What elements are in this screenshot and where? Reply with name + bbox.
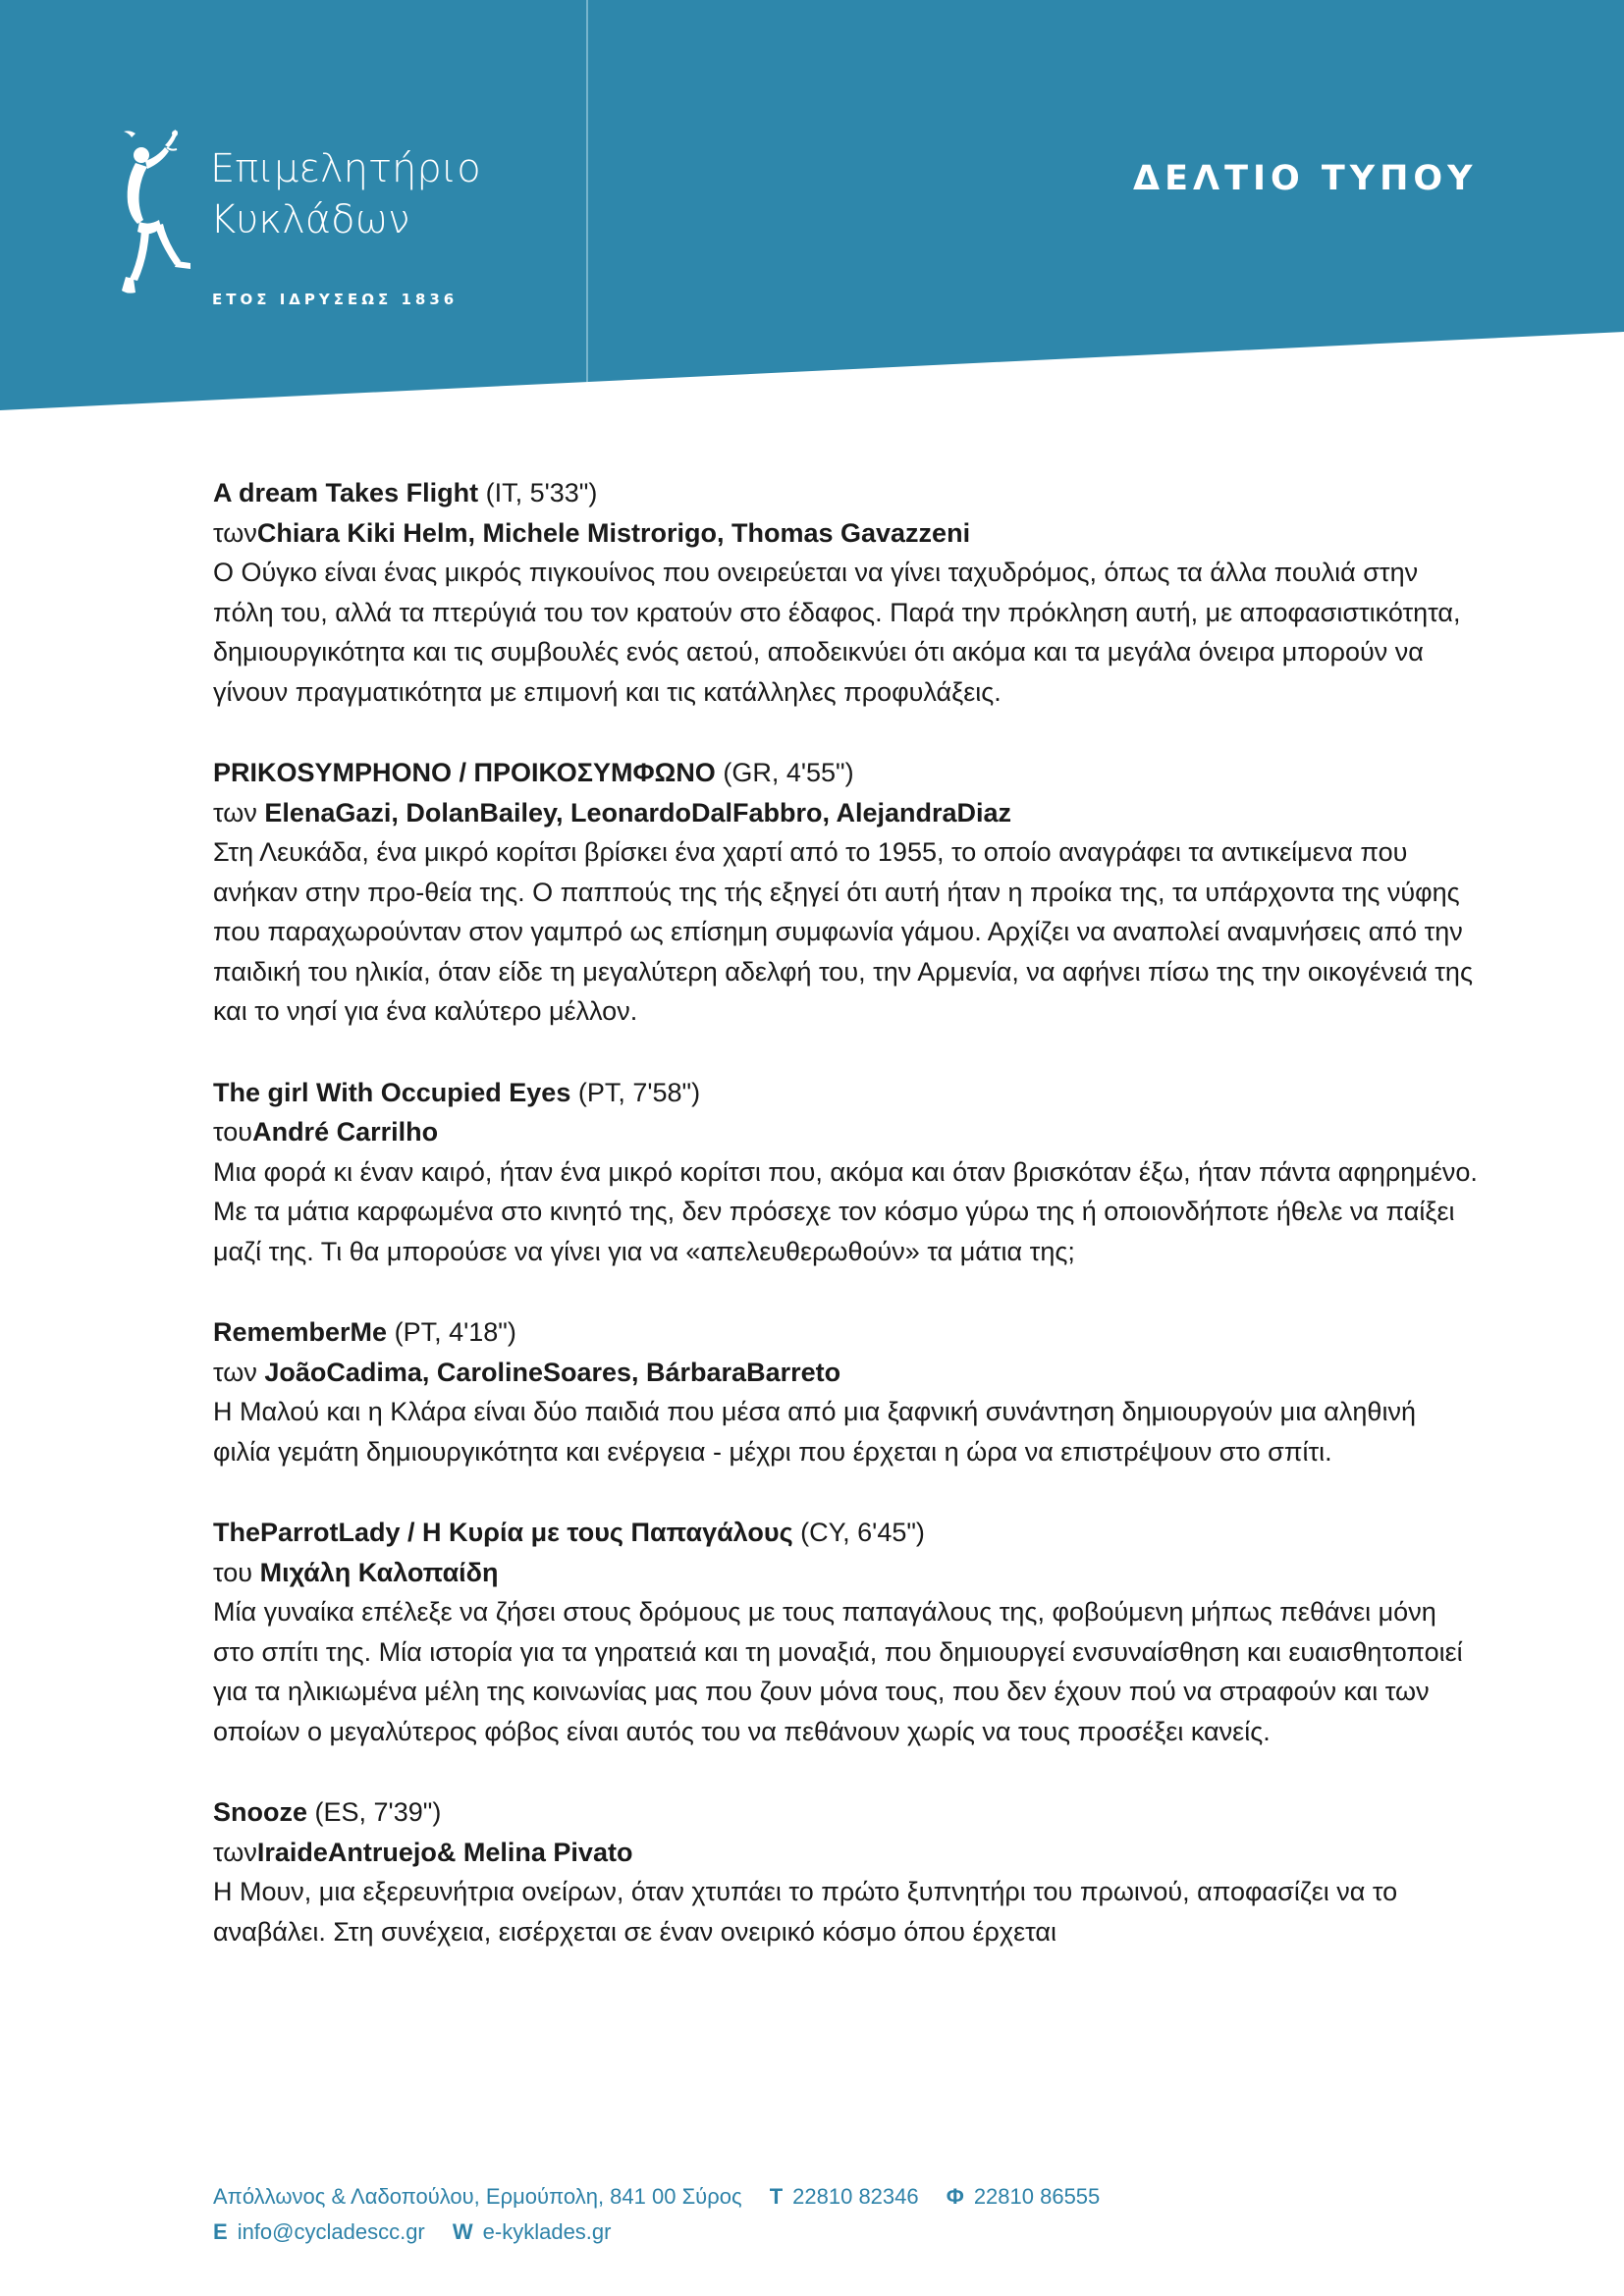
film-by: του	[213, 1117, 253, 1147]
film-by: του	[213, 1557, 260, 1587]
web-label: W	[452, 2219, 473, 2244]
phone-label: T	[769, 2184, 784, 2209]
film-by: των	[213, 517, 257, 548]
footer-contact	[213, 2179, 1100, 2250]
email-link[interactable]: info@cycladescc.gr	[237, 2219, 425, 2244]
film-entry	[213, 1073, 1480, 1272]
fax-number: 22810 86555	[973, 2184, 1101, 2209]
film-entry	[213, 1792, 1480, 1951]
phone-number: 22810 82346	[792, 2184, 919, 2209]
film-list	[213, 473, 1480, 1993]
film-meta: (PT, 7'58")	[570, 1077, 701, 1107]
film-synopsis: Η Μαλού και η Κλάρα είναι δύο παιδιά που μέσα από μια ξαφνική συνάντηση δημιουργούν μια αληθινή φιλία γεμάτη δημιουργικότητα και ενέργεια - μέχρι που έρχεται η ώρα να επιστρέψουν στο σπίτι.	[213, 1397, 1416, 1467]
film-synopsis: Στη Λευκάδα, ένα μικρό κορίτσι βρίσκει ένα χαρτί από το 1955, το οποίο αναγράφει τα αντικείμενα που ανήκαν στην προ-θεία της. Ο παππούς της τής εξηγεί ότι αυτή ήταν η προίκα της, τα υπάρχοντα της νύφης που παραχωρούνταν στον γαμπρό ως επίσημη συμφωνία γάμου. Αρχίζει να αναπολεί αναμνήσεις από την παιδική του ηλικία, όταν είδε τη μεγαλύτερη αδελφή του, την Αρμενία, να αφήνει πίσω της την οικογένειά της και το νησί για ένα καλύτερο μέλλον.	[213, 837, 1473, 1026]
film-meta: (GR, 4'55")	[715, 758, 854, 787]
footer-line2	[213, 2215, 1100, 2250]
film-synopsis: Μία γυναίκα επέλεξε να ζήσει στους δρόμους με τους παπαγάλους της, φοβούμενη μήπως πεθάνει μόνη στο σπίτι της. Μία ιστορία για τα γηρατειά και τη μοναξιά, που δημιουργεί ενσυναίσθηση και ευαισθητοποιεί για τα ηλικιωμένα μέλη της κοινωνίας μας που ζουν μόνα τους, που δεν έχουν πού να στραφούν και των οποίων ο μεγαλύτερος φόβος είναι αυτός του να πεθάνουν χωρίς να τους προσέξει κανείς.	[213, 1597, 1463, 1746]
film-entry	[213, 1513, 1480, 1751]
film-synopsis: Η Μουν, μια εξερευνήτρια ονείρων, όταν χτυπάει το πρώτο ξυπνητήρι του πρωινού, αποφασίζει να το αναβάλει. Στη συνέχεια, εισέρχεται σε έναν ονειρικό κόσμο όπου έρχεται	[213, 1877, 1398, 1947]
film-title: A dream Takes Flight	[213, 478, 479, 507]
film-meta: (IT, 5'33")	[478, 478, 598, 507]
film-synopsis: Μια φορά κι έναν καιρό, ήταν ένα μικρό κορίτσι που, ακόμα και όταν βρισκόταν έξω, ήταν πάντα αφηρημένο. Με τα μάτια καρφωμένα στο κινητό της, δεν πρόσεχε τον κόσμο γύρω της ή οποιονδήποτε ήθελε να παίξει μαζί της. Τι θα μπορούσε να γίνει για να «απελευθερωθούν» τα μάτια της;	[213, 1156, 1478, 1266]
film-by: των	[213, 1837, 257, 1867]
film-title: RememberMe	[213, 1317, 388, 1347]
footer-address: Απόλλωνος & Λαδοπούλου, Ερμούπολη, 841 00 Σύρος	[213, 2184, 742, 2209]
film-entry	[213, 1312, 1480, 1471]
email-label: E	[213, 2219, 228, 2244]
film-by: των	[213, 797, 265, 828]
film-title: PRIKOSYMPHONO / ΠΡΟΙΚΟΣΥΜΦΩΝΟ	[213, 758, 716, 787]
footer-line1	[213, 2179, 1100, 2215]
film-by: των	[213, 1357, 265, 1387]
hermes-statue-icon	[106, 128, 194, 319]
film-title: TheParrotLady / Η Κυρία με τους Παπαγάλους	[213, 1518, 793, 1547]
org-name-line2: Κυκλάδων	[210, 197, 410, 242]
org-name-line1: Επιμελητήριο	[210, 146, 481, 191]
film-authors: André Carrilho	[252, 1117, 439, 1147]
film-synopsis: Ο Ούγκο είναι ένας μικρός πιγκουίνος που ονειρεύεται να γίνει ταχυδρόμος, όπως τα άλλα πουλιά στην πόλη του, αλλά τα πτερύγιά του τον κρατούν στο έδαφος. Παρά την πρόκληση αυτή, με αποφασιστικότητα, δημιουργικότητα και τις συμβουλές ενός αετού, αποδεικνύει ότι ακόμα και τα μεγάλα όνειρα μπορούν να γίνουν πραγματικότητα με επιμονή και τις κατάλληλες προφυλάξεις.	[213, 558, 1461, 707]
film-title: Snooze	[213, 1797, 308, 1827]
film-authors: Chiara Kiki Helm, Michele Mistrorigo, Thomas Gavazzeni	[256, 517, 971, 548]
film-authors: ElenaGazi, DolanBailey, LeonardoDalFabbro, AlejandraDiaz	[264, 797, 1012, 828]
film-authors: JoãoCadima, CarolineSoares, BárbaraBarreto	[264, 1357, 841, 1387]
film-entry	[213, 473, 1480, 712]
film-entry	[213, 753, 1480, 1032]
fax-label: Φ	[946, 2184, 964, 2209]
film-title: The girl With Occupied Eyes	[213, 1077, 571, 1107]
document-title: ΔΕΛΤΙΟ ΤΥΠΟΥ	[1133, 159, 1478, 198]
web-link[interactable]: e-kyklades.gr	[482, 2219, 612, 2244]
film-meta: (ES, 7'39")	[307, 1797, 442, 1827]
established-year: ΕΤΟΣ ΙΔΡΥΣΕΩΣ 1836	[212, 291, 459, 308]
film-authors: Μιχάλη Καλοπαίδη	[259, 1557, 499, 1587]
film-meta: (CY, 6'45")	[792, 1518, 925, 1547]
film-meta: (PT, 4'18")	[387, 1317, 516, 1347]
film-authors: IraideAntruejo& Melina Pivato	[256, 1837, 633, 1867]
org-name	[210, 143, 481, 245]
